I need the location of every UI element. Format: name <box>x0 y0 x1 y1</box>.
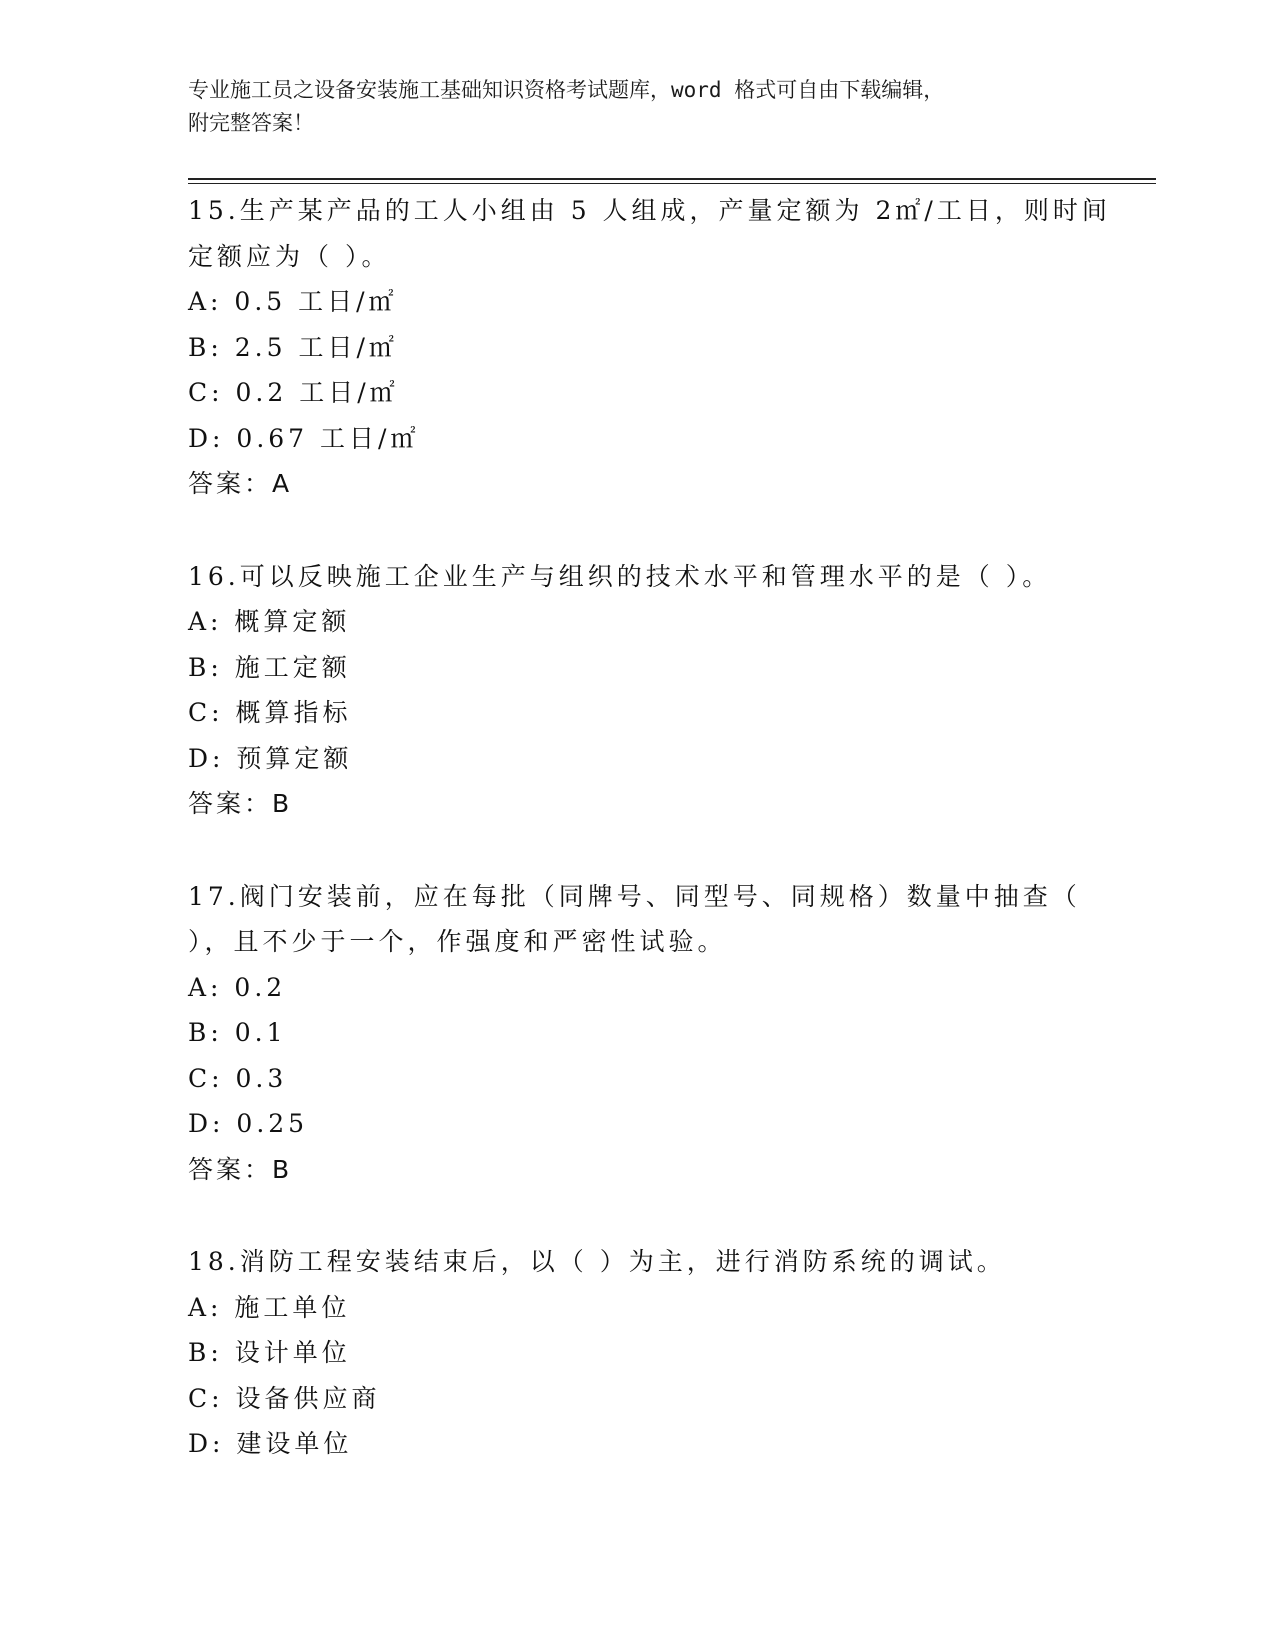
option-b: B: 2.5 工日/㎡ <box>188 332 398 362</box>
option-c: C: 0.2 工日/㎡ <box>188 378 399 407</box>
option-a: A: 0.2 <box>188 972 287 1002</box>
header-line-2: 附完整答案！ <box>188 111 314 135</box>
option-a: A: 概算定额 <box>188 607 351 636</box>
question-18 <box>188 1239 1088 1467</box>
question-stem-line: ），且不少于一个，作强度和严密性试验。 <box>188 927 727 956</box>
option-d: D: 0.25 <box>188 1109 309 1138</box>
option-b: B: 0.1 <box>188 1018 287 1047</box>
answer-line: 答案：A <box>188 469 293 498</box>
question-stem-line: 18.消防工程安装结束后，以（ ）为主，进行消防系统的调试。 <box>188 1247 1006 1276</box>
question-16 <box>188 554 1088 827</box>
option-d: D: 预算定额 <box>188 743 353 773</box>
question-17 <box>188 874 1088 1193</box>
option-c: C: 0.3 <box>188 1063 288 1093</box>
header-divider-thick <box>188 178 1156 180</box>
question-stem-line: 定额应为（ ）。 <box>188 241 391 271</box>
option-b: B: 设计单位 <box>188 1338 351 1367</box>
answer-line: 答案：B <box>188 789 293 818</box>
option-d: D: 建设单位 <box>188 1429 353 1458</box>
question-stem-line: 17.阀门安装前，应在每批（同牌号、同型号、同规格）数量中抽查（ <box>188 881 1081 911</box>
answer-line: 答案：B <box>188 1154 293 1184</box>
question-stem-line: 16.可以反映施工企业生产与组织的技术水平和管理水平的是（ ）。 <box>188 561 1052 591</box>
option-b: B: 施工定额 <box>188 652 351 682</box>
option-c: C: 概算指标 <box>188 698 352 727</box>
header-line-1: 专业施工员之设备安装施工基础知识资格考试题库，word 格式可自由下载编辑， <box>188 78 945 102</box>
option-a: A: 0.5 工日/㎡ <box>188 287 398 316</box>
question-15 <box>188 188 1111 507</box>
header-divider-thin <box>188 183 1156 184</box>
document-header <box>188 74 1088 140</box>
question-stem-line: 15.生产某产品的工人小组由 5 人组成，产量定额为 2㎡/工日，则时间 <box>188 196 1111 225</box>
option-a: A: 施工单位 <box>188 1292 351 1322</box>
option-c: C: 设备供应商 <box>188 1383 381 1413</box>
question-list <box>188 188 1111 1514</box>
option-d: D: 0.67 工日/㎡ <box>188 423 420 453</box>
